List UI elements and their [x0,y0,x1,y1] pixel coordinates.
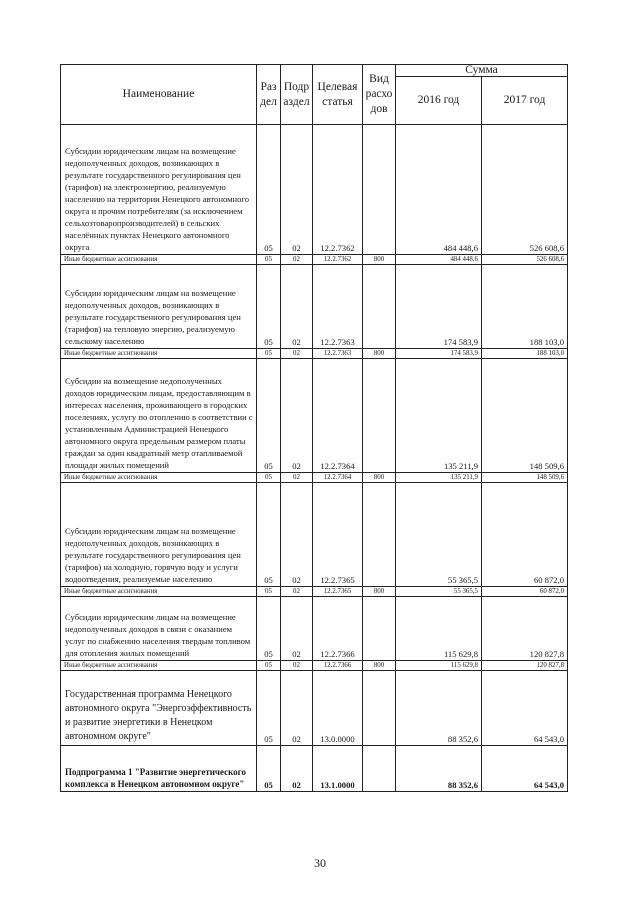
cell-razdel: 05 [257,349,281,359]
table-row [61,671,568,746]
table-row [61,359,568,473]
cell-2016: 484 448,6 [396,255,482,265]
cell-razdel: 05 [257,255,281,265]
cell-podrazdel: 02 [281,661,313,671]
table-row-sub [61,587,568,597]
cell-name: Иные бюджетные ассигнования [61,473,257,483]
cell-razdel: 05 [257,483,281,587]
cell-razdel: 05 [257,587,281,597]
cell-target: 12.2.7363 [313,265,363,349]
table-row-sub [61,661,568,671]
cell-target: 13.1.0000 [313,746,363,792]
cell-target: 13.0.0000 [313,671,363,746]
table-row [61,265,568,349]
cell-podrazdel: 02 [281,125,313,255]
cell-podrazdel: 02 [281,255,313,265]
cell-2016: 135 211,9 [396,473,482,483]
table-row [61,746,568,792]
cell-2016: 88 352,6 [396,671,482,746]
cell-name: Субсидии юридическим лицам на возмещение недополученных доходов, возникающих в результате государственного регулирования цен (тарифов) на холодную, горячую воду и услуги водоотведения, реализуемые населению [61,483,257,587]
cell-2017: 188 103,0 [482,265,568,349]
cell-vid: 800 [363,661,396,671]
table-row-sub [61,255,568,265]
header-razdel: Раз дел [257,65,281,125]
table-row-sub [61,473,568,483]
cell-name: Государственная программа Ненецкого автономного округа "Энергоэффективность и развитие энергетики в Ненецком автономном округе" [61,671,257,746]
cell-target: 12.2.7366 [313,661,363,671]
cell-2016: 135 211,9 [396,359,482,473]
cell-target: 12.2.7364 [313,359,363,473]
budget-table-sheet [60,64,568,792]
cell-vid [363,746,396,792]
cell-name: Иные бюджетные ассигнования [61,661,257,671]
cell-name: Подпрограмма 1 "Развитие энергетического комплекса в Ненецком автономном округе" [61,746,257,792]
cell-name: Иные бюджетные ассигнования [61,587,257,597]
cell-razdel: 05 [257,597,281,661]
cell-target: 12.2.7366 [313,597,363,661]
cell-2017: 188 103,0 [482,349,568,359]
cell-2016: 55 365,5 [396,587,482,597]
cell-podrazdel: 02 [281,597,313,661]
cell-2016: 174 583,9 [396,265,482,349]
cell-target: 12.2.7363 [313,349,363,359]
cell-razdel: 05 [257,671,281,746]
header-podrazdel: Подр аздел [281,65,313,125]
cell-2017: 120 827,8 [482,597,568,661]
cell-target: 12.2.7364 [313,473,363,483]
cell-name: Субсидии юридическим лицам на возмещение недополученных доходов, возникающих в результате государственного регулирования цен (тарифов) на тепловую энергию, реализуемую сельскому населению [61,265,257,349]
cell-podrazdel: 02 [281,483,313,587]
cell-vid [363,483,396,587]
cell-vid [363,125,396,255]
cell-name: Иные бюджетные ассигнования [61,349,257,359]
cell-vid [363,359,396,473]
table-row [61,483,568,587]
cell-target: 12.2.7362 [313,255,363,265]
cell-razdel: 05 [257,359,281,473]
cell-podrazdel: 02 [281,359,313,473]
cell-podrazdel: 02 [281,265,313,349]
cell-name: Субсидии юридическим лицам на возмещение недополученных доходов в связи с оказанием услуг по снабжению населения твердым топливом для отопления жилых помещений [61,597,257,661]
cell-vid: 800 [363,349,396,359]
cell-vid [363,265,396,349]
header-target: Целевая статья [313,65,363,125]
cell-2017: 148 509,6 [482,359,568,473]
cell-vid: 800 [363,255,396,265]
cell-2016: 115 629,8 [396,597,482,661]
cell-2017: 64 543,0 [482,671,568,746]
cell-2017: 526 608,6 [482,125,568,255]
cell-razdel: 05 [257,125,281,255]
cell-vid [363,597,396,661]
cell-target: 12.2.7362 [313,125,363,255]
header-summa: Сумма [396,65,568,77]
cell-2017: 60 872,0 [482,587,568,597]
cell-podrazdel: 02 [281,587,313,597]
table-row [61,597,568,661]
cell-razdel: 05 [257,746,281,792]
cell-2017: 148 509,6 [482,473,568,483]
cell-2017: 60 872,0 [482,483,568,587]
cell-razdel: 05 [257,265,281,349]
budget-table [60,64,568,792]
cell-podrazdel: 02 [281,349,313,359]
table-row-sub [61,349,568,359]
cell-2017: 64 543,0 [482,746,568,792]
header-year-2017: 2017 год [482,77,568,125]
header-vid: Вид расхо дов [363,65,396,125]
cell-name: Субсидии юридическим лицам на возмещение недополученных доходов, возникающих в результате государственного регулирования цен (тарифов) на электроэнергию, реализуемую населению на территории Ненецкого автономного округа и прочим потребителям (за исключением сельхозтоваропроизводителей) в сельских населённых пунктах Ненецкого автономного округа [61,125,257,255]
cell-vid: 800 [363,473,396,483]
cell-razdel: 05 [257,661,281,671]
header-year-2016: 2016 год [396,77,482,125]
cell-2016: 88 352,6 [396,746,482,792]
cell-podrazdel: 02 [281,671,313,746]
cell-2017: 120 827,8 [482,661,568,671]
table-header [61,65,568,125]
cell-name: Субсидии на возмещение недополученных доходов юридическим лицам, предоставляющим в интересах населения, проживающего в городских поселениях, услугу по отоплению в соответствии с установленным Администрацией Ненецкого автономного округа предельным размером платы граждан за один квадратный метр отапливаемой площади жилых помещений [61,359,257,473]
cell-2016: 484 448,6 [396,125,482,255]
cell-podrazdel: 02 [281,473,313,483]
page-number: 30 [314,856,326,870]
cell-vid [363,671,396,746]
table-row [61,125,568,255]
cell-podrazdel: 02 [281,746,313,792]
cell-2016: 55 365,5 [396,483,482,587]
cell-vid: 800 [363,587,396,597]
cell-2016: 174 583,9 [396,349,482,359]
cell-target: 12.2.7365 [313,587,363,597]
cell-razdel: 05 [257,473,281,483]
cell-target: 12.2.7365 [313,483,363,587]
cell-2017: 526 608,6 [482,255,568,265]
cell-name: Иные бюджетные ассигнования [61,255,257,265]
header-name: Наименование [61,65,257,125]
cell-2016: 115 629,8 [396,661,482,671]
table-body [61,125,568,792]
